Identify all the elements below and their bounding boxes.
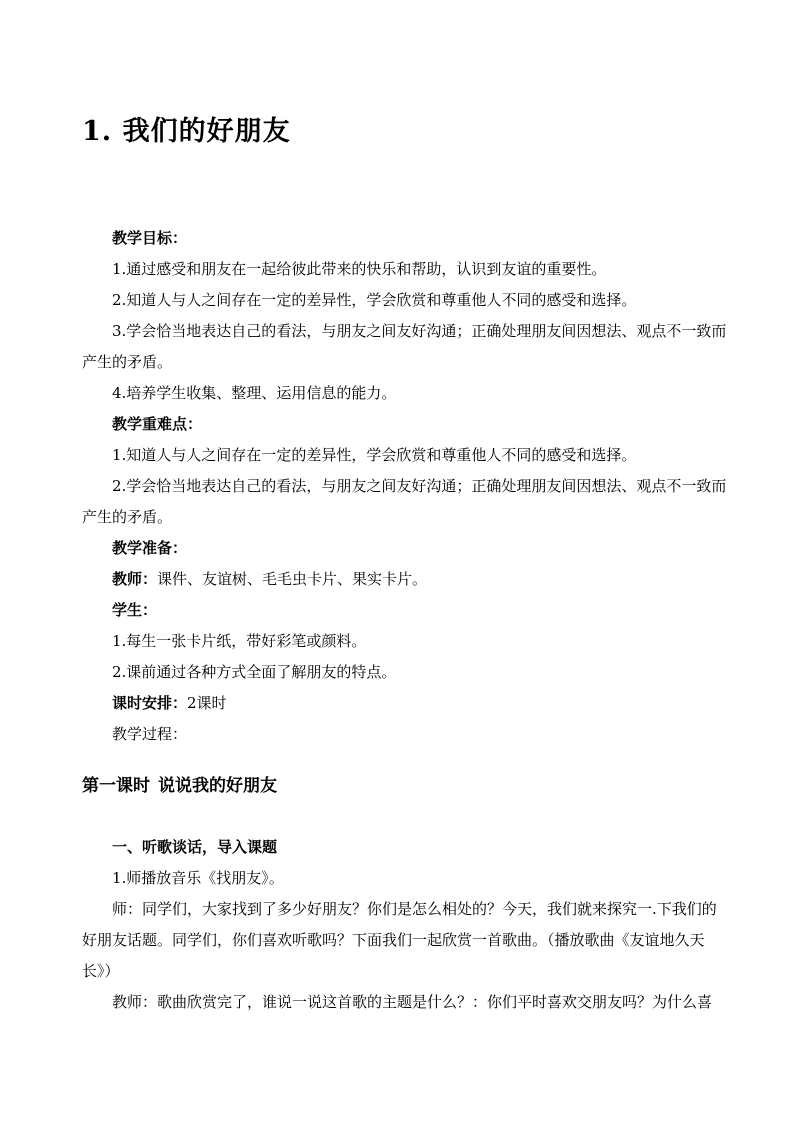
teacher-label: 教师： — [112, 570, 158, 588]
section1-item: 教师：歌曲欣赏完了，谁说一说这首歌的主题是什么？：你们平时喜欢交朋友吗？为什么喜 — [112, 993, 713, 1011]
schedule-label: 课时安排： — [112, 694, 188, 712]
lesson1-heading — [82, 771, 277, 801]
goal-item: 1.通过感受和朋友在一起给彼此带来的快乐和帮助，认识到友谊的重要性。 — [112, 260, 607, 278]
section1-item: 师：同学们，大家找到了多少好朋友？你们是怎么相处的？今天，我们就来探究一.下我们的好朋友话题。同学们，你们喜欢听歌吗？下面我们一起欣赏一首歌曲。（播放歌曲《友谊地久天长》） — [82, 900, 717, 980]
lesson1-heading-title: 说说我的好朋友 — [158, 776, 277, 796]
process-label: 教学过程： — [112, 725, 188, 743]
lesson1-body — [82, 832, 727, 1018]
goal-item: 2.知道人与人之间存在一定的差异性，学会欣赏和尊重他人不同的感受和选择。 — [112, 291, 637, 309]
teacher-text: 课件、友谊树、毛毛虫卡片、果实卡片。 — [157, 570, 428, 588]
lesson-plan-body — [82, 223, 727, 750]
goal-item: 3.学会恰当地表达自己的看法，与朋友之间友好沟通；正确处理朋友间因想法、观点不一致而产生的矛盾。 — [82, 322, 727, 371]
key-point-item: 2.学会恰当地表达自己的看法，与朋友之间友好沟通；正确处理朋友间因想法、观点不一致而产生的矛盾。 — [82, 477, 727, 526]
goal-item: 4.培养学生收集、整理、运用信息的能力。 — [112, 384, 397, 402]
section1-item: 1.师播放音乐《找朋友》。 — [112, 869, 284, 887]
section1-heading: 一、听歌谈话，导入课题 — [112, 838, 278, 856]
schedule-text: 2课时 — [187, 694, 227, 712]
lesson1-heading-number: 第一课时 — [82, 776, 150, 796]
student-label: 学生： — [112, 601, 158, 619]
key-points-heading: 教学重难点： — [112, 415, 203, 433]
key-point-item: 1.知道人与人之间存在一定的差异性，学会欣赏和尊重他人不同的感受和选择。 — [112, 446, 637, 464]
schedule-line — [82, 688, 727, 719]
student-item: 2.课前通过各种方式全面了解朋友的特点。 — [112, 663, 397, 681]
document-title: 1. 我们的好朋友 — [82, 116, 291, 147]
preparation-heading: 教学准备： — [112, 539, 188, 557]
student-item: 1.每生一张卡片纸，带好彩笔或颜料。 — [112, 632, 367, 650]
goals-heading: 教学目标： — [112, 229, 188, 247]
teacher-preparation — [82, 564, 727, 595]
